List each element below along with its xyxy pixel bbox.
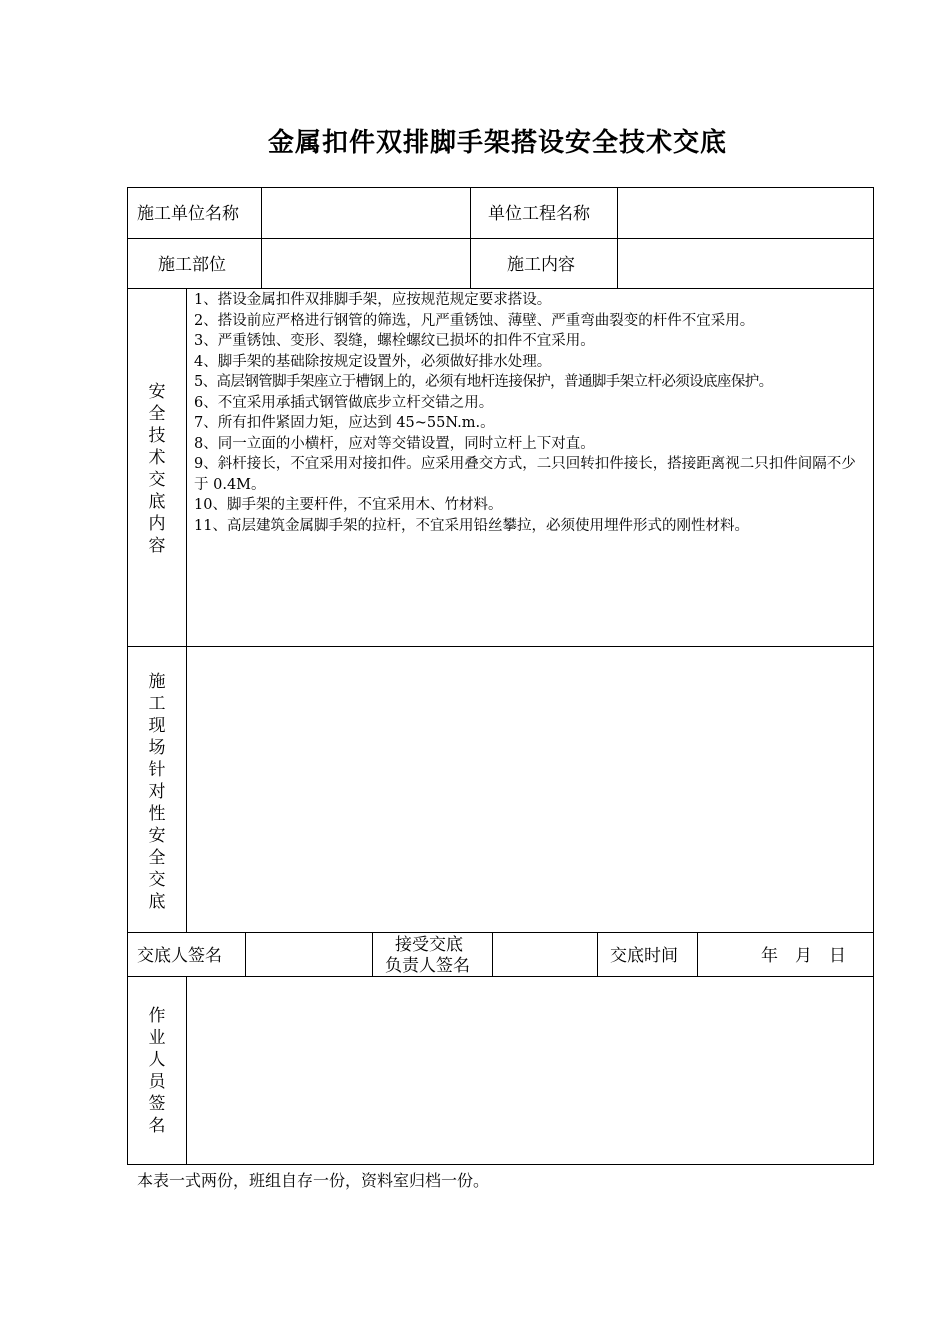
worker-signature-area[interactable]	[188, 978, 872, 1163]
row-divider	[127, 238, 874, 239]
construction-part-label: 施工部位	[158, 255, 226, 275]
construction-content-label: 施工内容	[507, 255, 575, 275]
list-item: 11、高层建筑金属脚手架的拉杆，不宜采用铅丝攀拉，必须使用埋件形式的刚性材料。	[194, 517, 749, 534]
column-divider	[617, 187, 618, 288]
receiver-label-line1: 接受交底	[395, 935, 463, 955]
list-item: 4、脚手架的基础除按规定设置外，必须做好排水处理。	[194, 353, 552, 370]
row-divider	[127, 932, 874, 933]
list-item: 10、脚手架的主要杆件，不宜采用木、竹材料。	[194, 497, 503, 513]
discloser-label: 交底人签名	[137, 946, 222, 966]
column-divider	[372, 932, 373, 976]
list-item: 2、搭设前应严格进行钢管的筛选，凡严重锈蚀、薄壁、严重弯曲裂变的杆件不宜采用。	[194, 312, 755, 329]
site-section-label: 施工现场针对性安全交底	[148, 672, 166, 912]
receiver-label-line2: 负责人签名	[385, 956, 470, 976]
list-item: 1、搭设金属扣件双排脚手架，应按规范规定要求搭设。	[194, 292, 552, 308]
site-section-content[interactable]	[188, 648, 872, 931]
disclosure-time-label: 交底时间	[610, 946, 678, 966]
list-item: 5、高层钢管脚手架座立于槽钢上的，必须有地杆连接保护，普通脚手架立杆必须设底座保护。	[194, 374, 773, 390]
footnote: 本表一式两份，班组自存一份，资料室归档一份。	[137, 1171, 490, 1190]
column-divider	[261, 187, 262, 288]
project-name-field[interactable]	[619, 189, 872, 237]
row-divider	[127, 288, 874, 289]
list-item: 6、不宜采用承插式钢管做底步立杆交错之用。	[194, 394, 494, 411]
row-divider	[127, 646, 874, 647]
list-item: 3、严重锈蚀、变形、裂缝，螺栓螺纹已损坏的扣件不宜采用。	[194, 333, 595, 349]
list-item: 9、斜杆接长，不宜采用对接扣件。应采用叠交方式，二只回转扣件接长，搭接距离视二只扣件间隔不少于 0.4M。	[194, 456, 856, 493]
construction-content-field[interactable]	[619, 240, 872, 287]
column-divider	[470, 187, 471, 288]
list-item: 8、同一立面的小横杆，应对等交错设置，同时立杆上下对直。	[194, 435, 595, 452]
discloser-signature-field[interactable]	[247, 934, 371, 975]
column-divider	[186, 288, 187, 932]
disclosure-date-field[interactable]: 年 月 日	[761, 946, 846, 966]
safety-section-label: 安全技术交底内容	[148, 382, 166, 556]
project-name-label: 单位工程名称	[488, 204, 590, 224]
row-divider	[127, 976, 874, 977]
construction-unit-label: 施工单位名称	[137, 204, 239, 224]
safety-items-list	[194, 290, 870, 536]
column-divider	[245, 932, 246, 976]
receiver-signature-field[interactable]	[494, 934, 596, 975]
column-divider	[492, 932, 493, 976]
construction-unit-field[interactable]	[263, 189, 469, 237]
document-title: 金属扣件双排脚手架搭设安全技术交底	[267, 128, 727, 158]
column-divider	[597, 932, 598, 976]
column-divider	[186, 976, 187, 1165]
construction-part-field[interactable]	[263, 240, 469, 287]
column-divider	[697, 932, 698, 976]
list-item: 7、所有扣件紧固力矩，应达到 45~55N.m.。	[194, 415, 495, 431]
worker-section-label: 作业人员签名	[148, 1006, 166, 1136]
